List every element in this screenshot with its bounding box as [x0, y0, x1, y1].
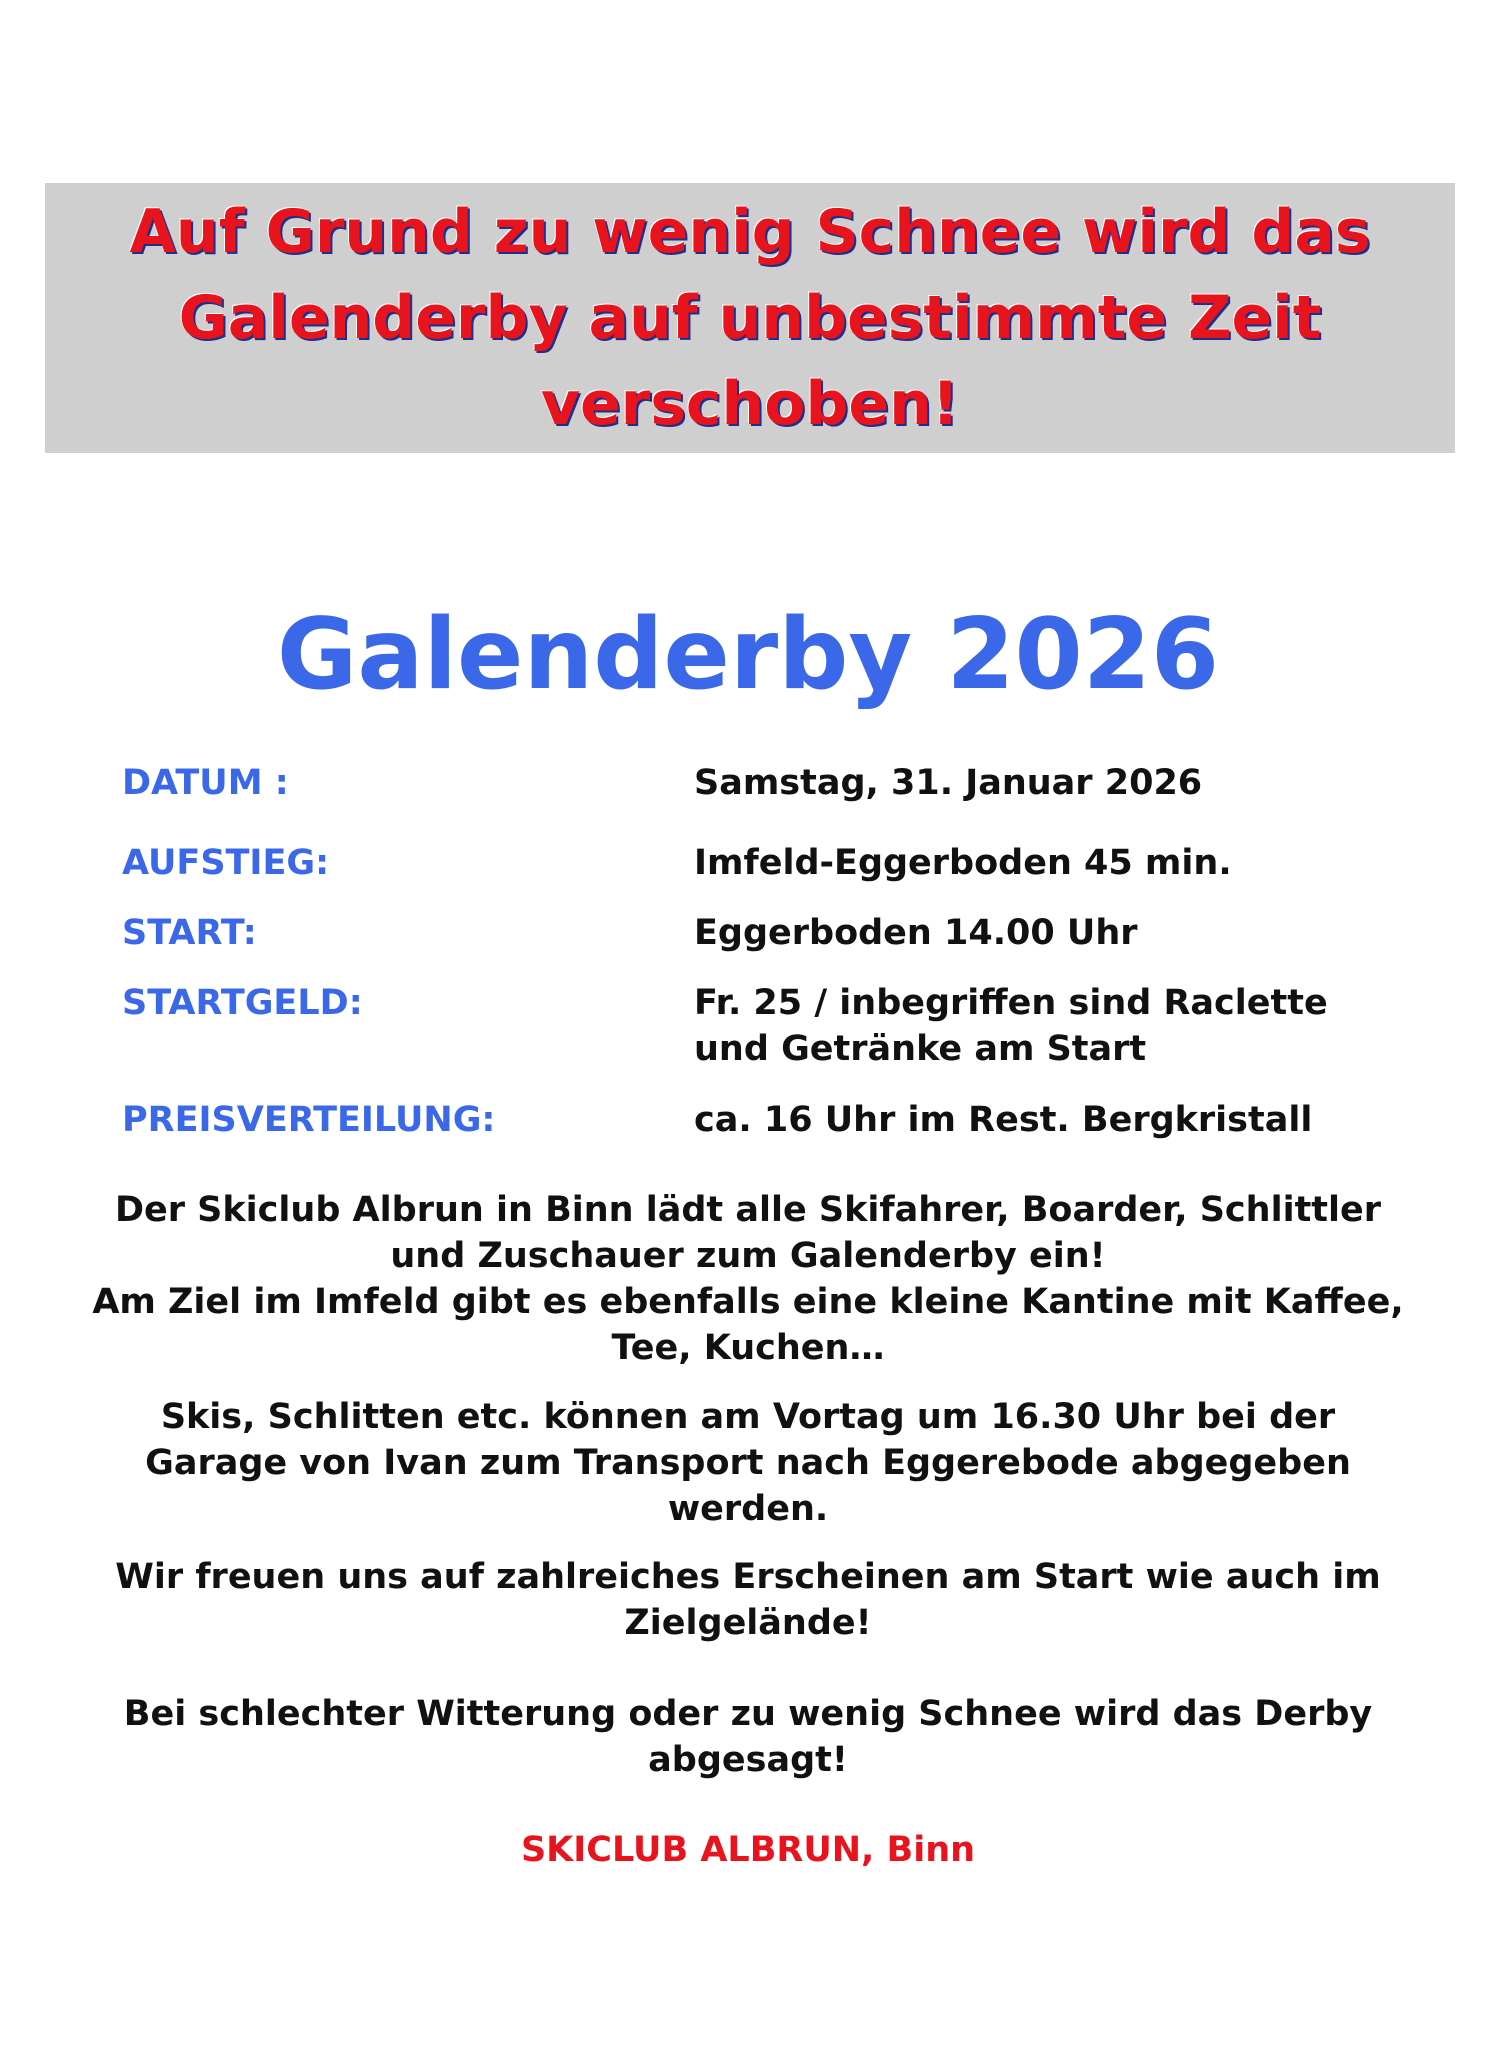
banner-line: Auf Grund zu wenig Schnee wird das [129, 197, 1371, 267]
detail-value-line: Samstag, 31. Januar 2026 [694, 763, 1203, 803]
paragraph-line: Zielgelände! [624, 1603, 872, 1643]
invitation-paragraph [0, 1187, 1496, 1371]
detail-value-line: Eggerboden 14.00 Uhr [694, 913, 1138, 953]
banner-line: verschoben! [540, 369, 960, 439]
paragraph-line: Wir freuen uns auf zahlreiches Erscheinen am Start wie auch im [115, 1557, 1381, 1597]
detail-value-line: ca. 16 Uhr im Rest. Bergkristall [694, 1100, 1313, 1140]
detail-value-line: Imfeld-Eggerboden 45 min. [694, 843, 1232, 883]
detail-label: DATUM : [122, 763, 289, 803]
detail-value [694, 840, 1374, 886]
detail-value [694, 910, 1374, 956]
banner-line: Galenderby auf unbestimmte Zeit [178, 283, 1322, 353]
detail-value-line: Fr. 25 / inbegriffen sind Raclette [694, 983, 1328, 1023]
paragraph-line: Tee, Kuchen… [611, 1328, 885, 1368]
detail-label: AUFSTIEG: [122, 843, 330, 883]
weather-paragraph [0, 1691, 1496, 1783]
cancellation-banner [45, 183, 1455, 453]
detail-value-line: und Getränke am Start [694, 1029, 1147, 1069]
paragraph-line: Der Skiclub Albrun in Binn lädt alle Skifahrer, Boarder, Schlittler [114, 1190, 1382, 1230]
paragraph-line: werden. [667, 1489, 829, 1529]
paragraph-line: abgesagt! [648, 1740, 848, 1780]
detail-label: START: [122, 913, 257, 953]
detail-value [694, 1097, 1374, 1143]
welcome-paragraph [0, 1554, 1496, 1646]
paragraph-line: Am Ziel im Imfeld gibt es ebenfalls eine kleine Kantine mit Kaffee, [92, 1282, 1404, 1322]
detail-label: PREISVERTEILUNG: [122, 1100, 496, 1140]
transport-paragraph [0, 1394, 1496, 1532]
paragraph-line: Skis, Schlitten etc. können am Vortag um 16.30 Uhr bei der [160, 1397, 1336, 1437]
event-title: Galenderby 2026 [276, 598, 1220, 712]
paragraph-line: Bei schlechter Witterung oder zu wenig Schnee wird das Derby [123, 1694, 1373, 1734]
club-signature: SKICLUB ALBRUN, Binn [520, 1830, 976, 1870]
paragraph-line: und Zuschauer zum Galenderby ein! [390, 1236, 1106, 1276]
paragraph-line: Garage von Ivan zum Transport nach Eggerebode abgegeben [145, 1443, 1351, 1483]
detail-label: STARTGELD: [122, 983, 363, 1023]
detail-value [694, 980, 1374, 1072]
detail-value [694, 760, 1374, 806]
